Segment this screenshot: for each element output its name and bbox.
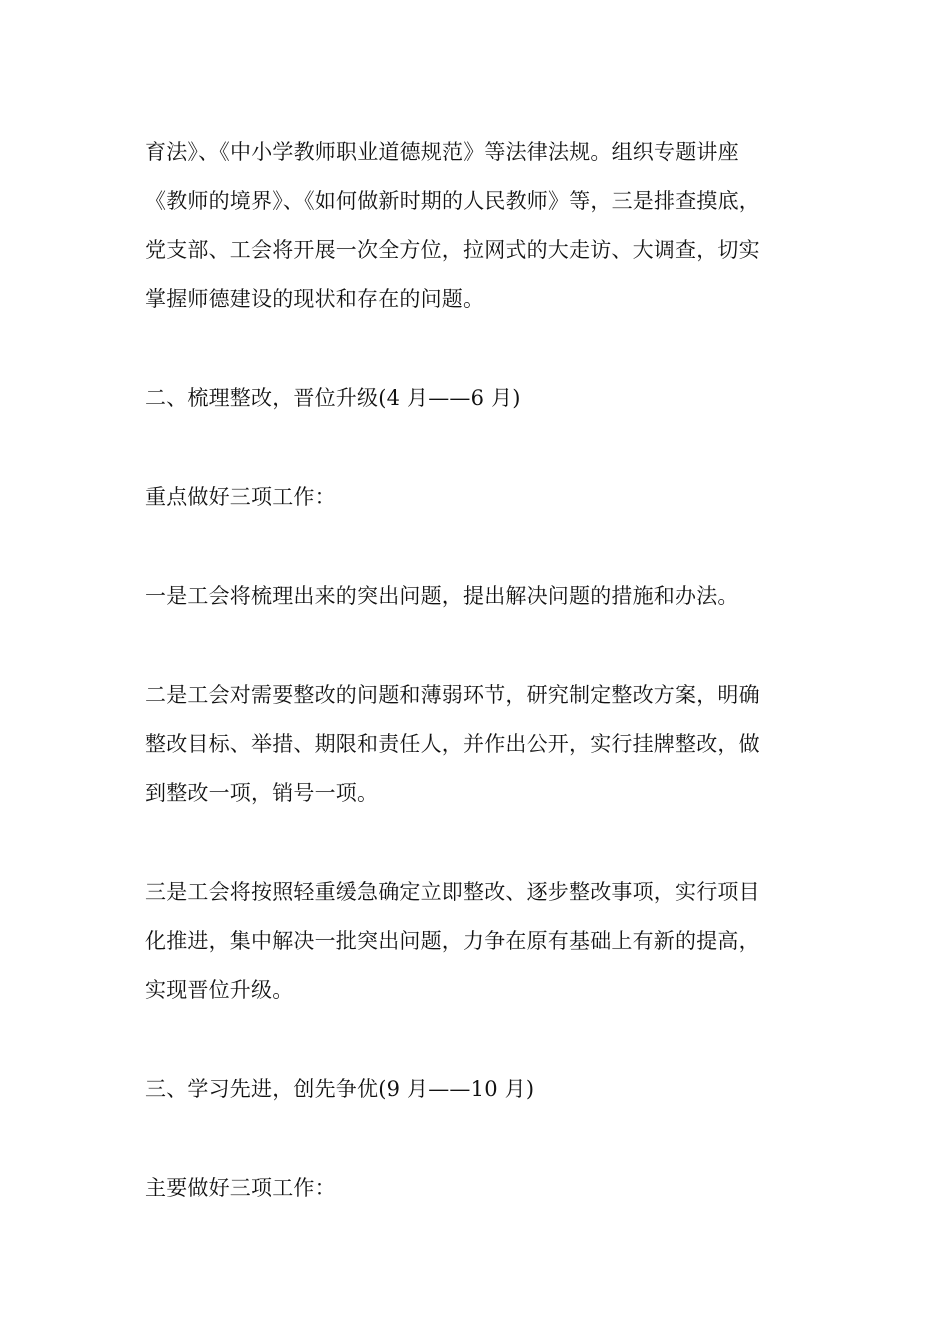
text-line: 化推进，集中解决一批突出问题，力争在原有基础上有新的提高， — [145, 929, 760, 953]
paragraph-main-tasks-intro — [145, 1164, 825, 1213]
text-line: 掌握师德建设的现状和存在的问题。 — [145, 287, 485, 311]
paragraph-spacer — [145, 423, 825, 473]
paragraph-task-one — [145, 572, 825, 621]
text-line: 二、梳理整改，晋位升级(4 月——6 月) — [145, 386, 521, 410]
text-line: 实现晋位升级。 — [145, 978, 294, 1002]
text-line: 重点做好三项工作： — [145, 485, 336, 509]
paragraph-spacer — [145, 1015, 825, 1065]
section-heading-2 — [145, 374, 825, 423]
paragraph-task-three — [145, 868, 825, 1015]
text-line: 《教师的境界》、《如何做新时期的人民教师》等，三是排查摸底， — [145, 189, 760, 213]
text-line: 整改目标、举措、期限和责任人，并作出公开，实行挂牌整改，做 — [145, 732, 760, 756]
paragraph-spacer — [145, 1114, 825, 1164]
text-line: 育法》、《中小学教师职业道德规范》等法律法规。组织专题讲座 — [145, 140, 739, 164]
paragraph-task-two — [145, 671, 825, 818]
text-line: 三是工会将按照轻重缓急确定立即整改、逐步整改事项，实行项目 — [145, 880, 760, 904]
paragraph-spacer — [145, 522, 825, 572]
text-line: 到整改一项，销号一项。 — [145, 781, 379, 805]
document-body — [145, 128, 825, 1213]
text-line: 主要做好三项工作： — [145, 1176, 336, 1200]
section-heading-3 — [145, 1065, 825, 1114]
text-line: 二是工会对需要整改的问题和薄弱环节，研究制定整改方案，明确 — [145, 683, 760, 707]
paragraph-spacer — [145, 621, 825, 671]
paragraph-spacer — [145, 818, 825, 868]
paragraph-spacer — [145, 324, 825, 374]
text-line: 一是工会将梳理出来的突出问题，提出解决问题的措施和办法。 — [145, 584, 739, 608]
text-line: 三、学习先进，创先争优(9 月——10 月) — [145, 1077, 535, 1101]
paragraph-key-tasks-intro — [145, 473, 825, 522]
paragraph-legal-study — [145, 128, 825, 324]
text-line: 党支部、工会将开展一次全方位，拉网式的大走访、大调查，切实 — [145, 238, 760, 262]
